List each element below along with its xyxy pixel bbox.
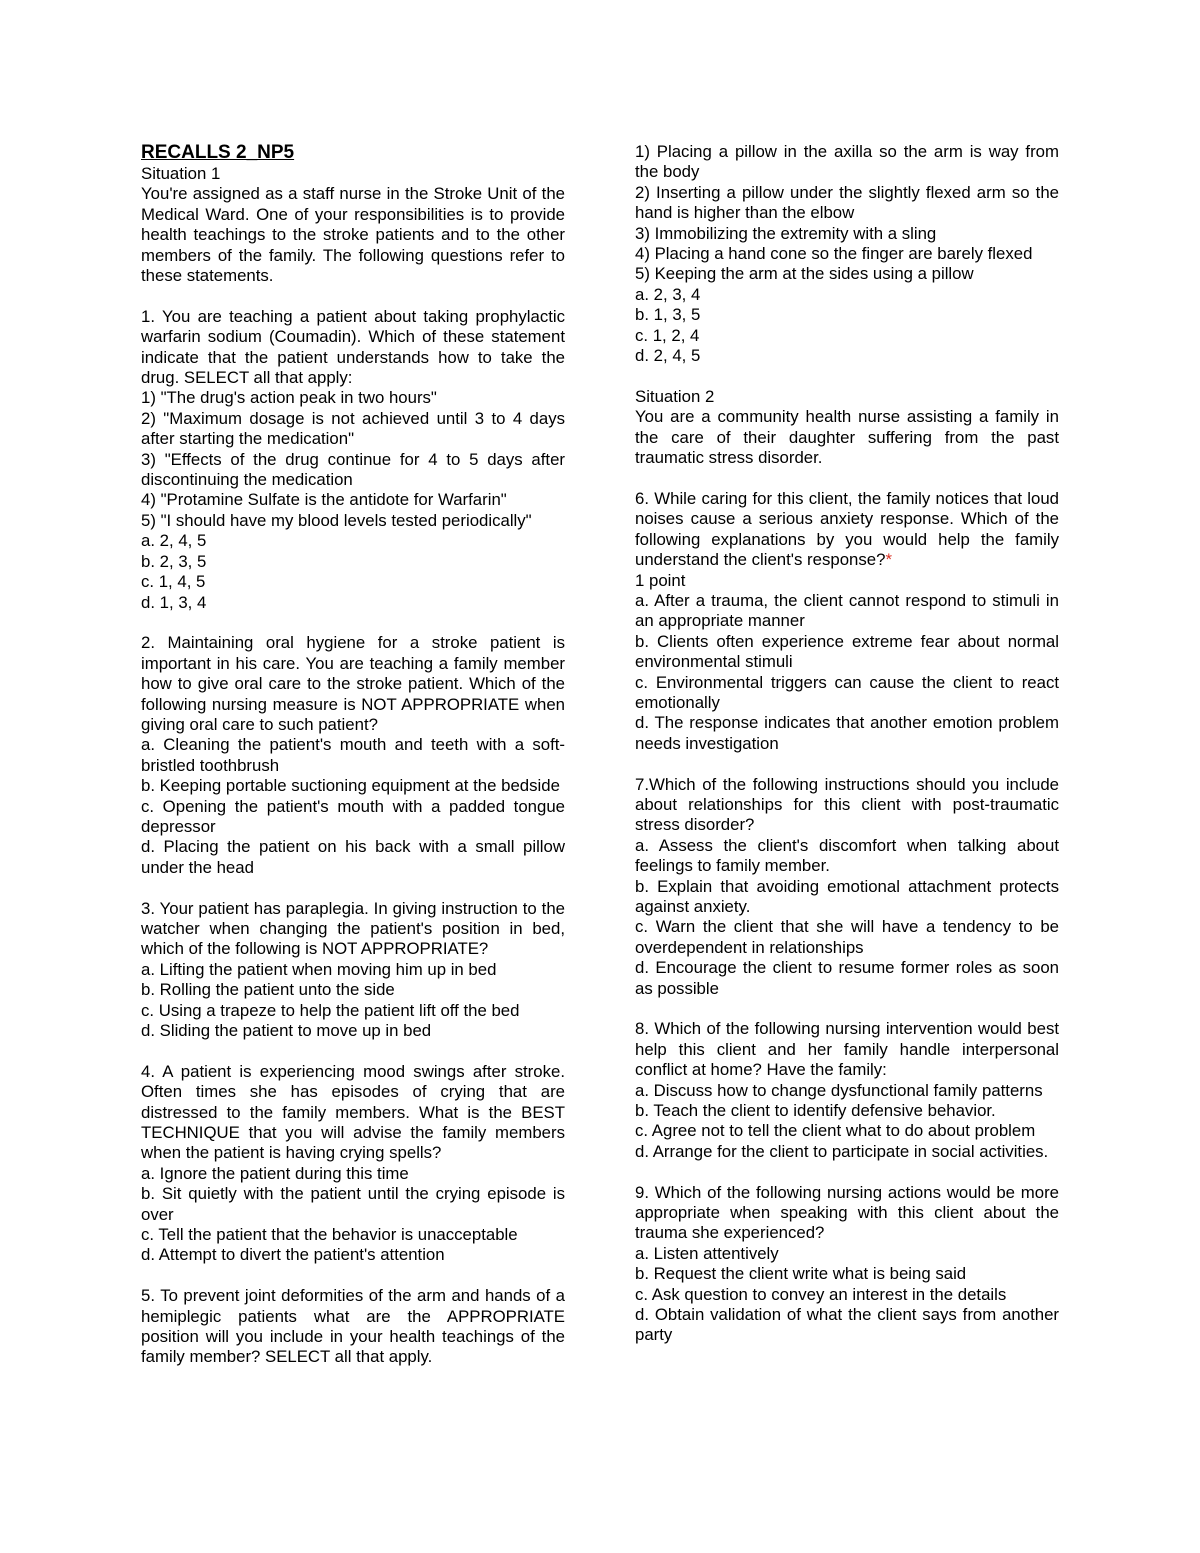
question-stem: 2. Maintaining oral hygiene for a stroke patient is important in his care. You are teaching a family member how to give oral care to the stroke patient. Which of the following nursing measure is NOT APPROPRIATE when giving oral care to such patient? <box>141 633 565 734</box>
answer-choice: b. Keeping portable suctioning equipment at the bedside <box>141 776 560 796</box>
statement-item: 5) "I should have my blood levels tested periodically" <box>141 510 532 530</box>
answer-choice: d. 1, 3, 4 <box>141 592 207 612</box>
right-column <box>635 142 1059 1346</box>
answer-choice: b. Clients often experience extreme fear about normal environmental stimuli <box>635 631 1059 672</box>
answer-choice: a. Cleaning the patient's mouth and teeth with a soft-bristled toothbrush <box>141 735 565 775</box>
answer-choice: b. Sit quietly with the patient until the crying episode is over <box>141 1184 565 1224</box>
question-5 <box>141 1286 565 1368</box>
question-7 <box>635 775 1059 999</box>
statement-item: 1) Placing a pillow in the axilla so the arm is way from the body <box>635 142 1059 182</box>
situation-1-label: Situation 1 <box>141 164 221 183</box>
answer-choice: a. Listen attentively <box>635 1243 779 1263</box>
question-stem: 4. A patient is experiencing mood swings after stroke. Often times she has episodes of crying that are distressed to the family members. What is the BEST TECHNIQUE that you will advise the family members when the patient is having crying spells? <box>141 1061 565 1163</box>
situation-2-text: You are a community health nurse assisting a family in the care of their daughter suffering from the past traumatic stress disorder. <box>635 407 1059 468</box>
question-stem <box>635 489 1059 571</box>
statement-item: 4) "Protamine Sulfate is the antidote for Warfarin" <box>141 490 507 510</box>
answer-choice: a. After a trauma, the client cannot respond to stimuli in an appropriate manner <box>635 590 1059 631</box>
answer-choice: a. Discuss how to change dysfunctional family patterns <box>635 1080 1043 1100</box>
answer-choice: b. Request the client write what is being said <box>635 1264 967 1284</box>
question-9 <box>635 1183 1059 1346</box>
answer-choice: a. 2, 4, 5 <box>141 531 207 551</box>
question-2 <box>141 633 565 878</box>
answer-choice: b. Explain that avoiding emotional attachment protects against anxiety. <box>635 876 1059 916</box>
situation-1-text: You're assigned as a staff nurse in the Stroke Unit of the Medical Ward. One of your responsibilities is to provide health teachings to the stroke patients and to the other members of the family. The following questions refer to these statements. <box>141 184 565 286</box>
statement-item: 3) Immobilizing the extremity with a sling <box>635 223 937 243</box>
answer-choice: c. Opening the patient's mouth with a padded tongue depressor <box>141 796 565 836</box>
required-mark: * <box>885 550 892 570</box>
statement-item: 2) Inserting a pillow under the slightly flexed arm so the hand is higher than the elbow <box>635 182 1059 223</box>
answer-choice: a. 2, 3, 4 <box>635 284 701 304</box>
answer-choice: a. Ignore the patient during this time <box>141 1163 409 1183</box>
question-stem: 1. You are teaching a patient about taking prophylactic warfarin sodium (Coumadin). Which of these statement indicate that the patient understands how to take the drug. SELECT all that apply: <box>141 306 565 388</box>
answer-choice: d. Obtain validation of what the client says from another party <box>635 1305 1059 1345</box>
question-1 <box>141 307 565 613</box>
document-title: RECALLS 2_NP5 <box>141 142 295 163</box>
situation-2-label: Situation 2 <box>635 386 715 406</box>
statement-item: 5) Keeping the arm at the sides using a pillow <box>635 264 974 284</box>
question-4 <box>141 1062 565 1266</box>
answer-choice: c. Warn the client that she will have a tendency to be overdependent in relationships <box>635 917 1059 957</box>
answer-choice: c. 1, 2, 4 <box>635 325 700 345</box>
statement-item: 4) Placing a hand cone so the finger are barely flexed <box>635 244 1033 264</box>
answer-choice: c. Tell the patient that the behavior is unacceptable <box>141 1225 518 1245</box>
answer-choice: c. Agree not to tell the client what to do about problem <box>635 1121 1036 1141</box>
question-stem: 9. Which of the following nursing actions would be more appropriate when speaking with this client about the trauma she experienced? <box>635 1182 1059 1243</box>
answer-choice: b. 1, 3, 5 <box>635 305 701 325</box>
question-3 <box>141 899 565 1042</box>
points-label: 1 point <box>635 570 686 590</box>
answer-choice: d. Encourage the client to resume former roles as soon as possible <box>635 958 1059 998</box>
question-8 <box>635 1019 1059 1162</box>
question-stem: 3. Your patient has paraplegia. In giving instruction to the watcher when changing the patient's position in bed, which of the following is NOT APPROPRIATE? <box>141 898 565 959</box>
answer-choice: d. Sliding the patient to move up in bed <box>141 1021 432 1041</box>
question-stem: 8. Which of the following nursing intervention would best help this client and her family handle interpersonal conflict at home? Have the family: <box>635 1019 1059 1080</box>
left-column <box>141 142 565 1368</box>
statement-item: 1) "The drug's action peak in two hours" <box>141 388 437 408</box>
answer-choice: b. Teach the client to identify defensive behavior. <box>635 1101 996 1121</box>
answer-choice: d. Arrange for the client to participate in social activities. <box>635 1141 1049 1161</box>
answer-choice: c. Environmental triggers can cause the client to react emotionally <box>635 672 1059 712</box>
answer-choice: b. Rolling the patient unto the side <box>141 980 395 1000</box>
answer-choice: d. The response indicates that another emotion problem needs investigation <box>635 713 1059 753</box>
question-stem: 7.Which of the following instructions should you include about relationships for this client with post-traumatic stress disorder? <box>635 774 1059 835</box>
statement-item: 3) "Effects of the drug continue for 4 to 5 days after discontinuing the medication <box>141 449 565 490</box>
answer-choice: a. Lifting the patient when moving him up in bed <box>141 959 497 979</box>
question-5-continued <box>635 142 1059 366</box>
answer-choice: b. 2, 3, 5 <box>141 551 207 571</box>
answer-choice: c. Using a trapeze to help the patient lift off the bed <box>141 1000 520 1020</box>
statement-item: 2) "Maximum dosage is not achieved until 3 to 4 days after starting the medication" <box>141 408 565 449</box>
question-stem: 5. To prevent joint deformities of the arm and hands of a hemiplegic patients what are the APPROPRIATE position will you include in your health teachings of the family member? SELECT all that apply. <box>141 1286 565 1367</box>
answer-choice: c. 1, 4, 5 <box>141 572 206 592</box>
answer-choice: d. Placing the patient on his back with a small pillow under the head <box>141 837 565 877</box>
answer-choice: d. 2, 4, 5 <box>635 346 701 366</box>
answer-choice: c. Ask question to convey an interest in the details <box>635 1284 1007 1304</box>
question-stem-text: 6. While caring for this client, the family notices that loud noises cause a serious anxiety response. Which of the following explanations by you would help the family understand the client's response? <box>635 488 1059 570</box>
answer-choice: d. Attempt to divert the patient's attention <box>141 1245 445 1265</box>
answer-choice: a. Assess the client's discomfort when talking about feelings to family member. <box>635 835 1059 876</box>
question-6 <box>635 489 1059 754</box>
